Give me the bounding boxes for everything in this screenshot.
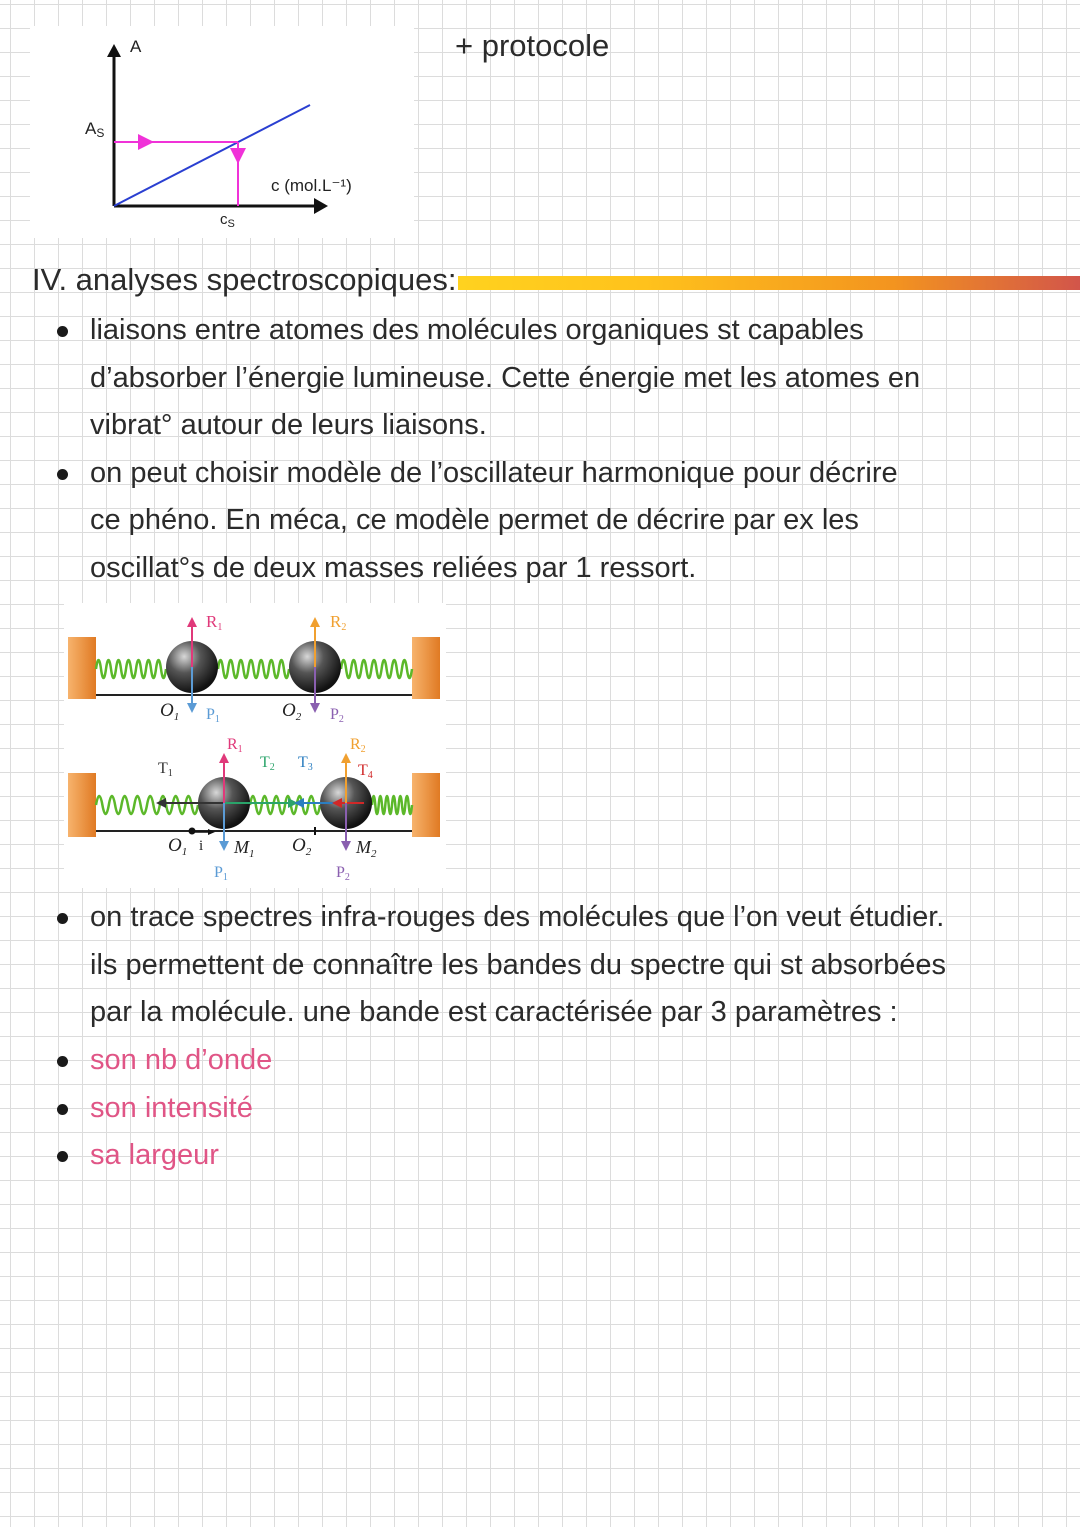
spring-top-2 <box>218 660 289 678</box>
label-p2-top-main: P <box>330 706 339 723</box>
intro-line-1: on trace spectres infra-rouges des molécules que l’on veut étudier. <box>90 901 945 933</box>
vec-p2-top-head <box>310 703 320 713</box>
as-arrow <box>138 134 154 150</box>
bullet-icon <box>57 1151 68 1162</box>
label-r2-bottom <box>350 736 366 755</box>
cs-label-sub: S <box>227 218 235 230</box>
bullet-list-intro <box>55 894 1045 1037</box>
label-p1-top-main: P <box>206 706 215 723</box>
cs-label-main: c <box>220 211 228 228</box>
section-title: IV. analyses spectroscopiques: <box>32 262 457 297</box>
list-item <box>55 894 1045 1037</box>
unit-vector-i-head <box>208 829 215 835</box>
param-intensity: son intensité <box>90 1091 253 1124</box>
label-t2-sub: 2 <box>269 762 275 773</box>
label-o2-top <box>282 700 302 723</box>
label-t3-sub: 3 <box>307 762 313 773</box>
label-t4-sub: 4 <box>367 770 373 781</box>
bullet-icon <box>57 326 68 337</box>
section-highlight-bar <box>458 276 1080 290</box>
param-wavenumber: son nb d’onde <box>90 1044 273 1076</box>
label-o1-bottom-sub: 1 <box>181 846 188 858</box>
label-p2-bottom <box>336 864 350 883</box>
label-r1-bottom <box>227 736 243 755</box>
label-unit-i: i <box>199 838 204 854</box>
as-label <box>85 119 104 140</box>
vec-p2-bottom-head <box>341 841 351 851</box>
y-axis-label: A <box>130 37 142 56</box>
bullet-icon <box>57 1056 68 1067</box>
label-t4-main: T <box>358 762 368 779</box>
label-o2-top-sub: 2 <box>295 711 302 723</box>
label-t3-main: T <box>298 754 308 771</box>
oscillator-svg <box>64 603 446 888</box>
vec-r1-bottom-head <box>219 753 229 763</box>
label-p1-top-sub: 1 <box>214 714 220 725</box>
calibration-graph-svg <box>30 26 414 238</box>
vec-r2-top-head <box>310 617 320 627</box>
list-item <box>55 1085 1045 1133</box>
label-t1-sub: 1 <box>167 768 173 779</box>
label-m2-main: M <box>356 837 371 857</box>
cs-label <box>220 211 235 230</box>
list-item <box>55 307 1045 450</box>
x-axis-label: c (mol.L⁻¹) <box>271 176 352 195</box>
label-r1-top-sub: 1 <box>217 622 223 633</box>
list-item <box>55 1132 1045 1180</box>
bullet-2-line-2: ce phéno. En méca, ce modèle permet de décrire par ex les <box>90 504 859 536</box>
label-p1-bottom-sub: 1 <box>222 872 228 883</box>
label-t3 <box>298 754 313 773</box>
label-t4 <box>358 762 373 781</box>
label-r2-bottom-sub: 2 <box>360 744 366 755</box>
vec-r1-top-head <box>187 617 197 627</box>
label-o1-top-main: O <box>160 700 174 721</box>
oscillator-figure <box>64 603 446 888</box>
vec-p1-top-head <box>187 703 197 713</box>
label-p1-bottom <box>214 864 228 883</box>
origin-o1-dot <box>189 828 196 835</box>
label-r1-top <box>206 612 222 633</box>
label-o2-bottom-main: O <box>292 835 306 856</box>
label-r1-bottom-main: R <box>227 736 238 753</box>
bullet-2-line-1: on peut choisir modèle de l’oscillateur harmonique pour décrire <box>90 456 898 489</box>
bullet-list-params <box>55 1037 1045 1180</box>
label-r1-bottom-sub: 1 <box>237 744 243 755</box>
label-p2-top <box>330 706 344 725</box>
label-m1-sub: 1 <box>249 848 255 860</box>
label-t2 <box>260 754 275 773</box>
spring-bottom-1 <box>96 796 198 814</box>
label-r2-top-main: R <box>330 612 342 631</box>
bullet-1-line-3: vibrat° autour de leurs liaisons. <box>90 409 487 441</box>
y-axis-arrow <box>107 44 121 57</box>
label-p1-top <box>206 706 220 725</box>
label-o2-bottom <box>292 835 312 858</box>
label-r2-bottom-main: R <box>350 736 361 753</box>
label-o1-top <box>160 700 179 723</box>
label-o1-top-sub: 1 <box>173 711 180 723</box>
label-p2-bottom-main: P <box>336 864 345 881</box>
protocol-note: + protocole <box>455 28 610 63</box>
label-m2-sub: 2 <box>371 848 377 860</box>
bullet-1-line-2: d’absorber l’énergie lumineuse. Cette énergie met les atomes en <box>90 361 921 394</box>
calibration-graph <box>30 26 414 238</box>
label-t1 <box>158 760 173 779</box>
bullet-1-line-1: liaisons entre atomes des molécules organiques st capables <box>90 314 864 346</box>
left-wall-top <box>68 637 96 699</box>
label-o1-bottom-main: O <box>168 835 182 856</box>
label-p1-bottom-main: P <box>214 864 223 881</box>
spring-bottom-2 <box>250 796 320 814</box>
label-p2-top-sub: 2 <box>338 714 344 725</box>
spring-bottom-3 <box>372 796 412 814</box>
intro-line-2: ils permettent de connaître les bandes du spectre qui st absorbées <box>90 948 947 981</box>
label-r2-top <box>330 612 346 633</box>
vec-p1-bottom-head <box>219 841 229 851</box>
label-r2-top-sub: 2 <box>341 622 347 633</box>
label-o1-bottom <box>168 835 187 858</box>
vec-r2-bottom-head <box>341 753 351 763</box>
label-m1 <box>233 837 255 860</box>
right-wall-bottom <box>412 773 440 837</box>
x-axis-arrow <box>314 198 328 214</box>
as-label-sub: S <box>96 126 105 140</box>
spring-top-1 <box>96 660 166 678</box>
label-m2 <box>355 837 377 860</box>
left-wall-bottom <box>68 773 96 837</box>
list-item <box>55 450 1045 593</box>
label-m1-main: M <box>234 837 249 857</box>
right-wall-top <box>412 637 440 699</box>
bullet-icon <box>57 913 68 924</box>
param-width: sa largeur <box>90 1139 219 1171</box>
label-o2-bottom-sub: 2 <box>305 846 312 858</box>
spring-top-3 <box>341 660 412 678</box>
bullet-list-top <box>55 307 1045 592</box>
bullet-icon <box>57 1104 68 1115</box>
list-item <box>55 1037 1045 1085</box>
label-p2-bottom-sub: 2 <box>344 872 350 883</box>
bullet-2-line-3: oscillat°s de deux masses reliées par 1 ressort. <box>90 551 697 584</box>
intro-line-3: par la molécule. une bande est caractérisée par 3 paramètres : <box>90 996 898 1028</box>
label-t1-main: T <box>158 760 168 777</box>
as-label-main: A <box>85 119 97 138</box>
label-t2-main: T <box>260 754 270 771</box>
label-r1-top-main: R <box>206 612 218 631</box>
label-o2-top-main: O <box>282 700 296 721</box>
cs-arrow <box>230 148 246 164</box>
bullet-icon <box>57 469 68 480</box>
